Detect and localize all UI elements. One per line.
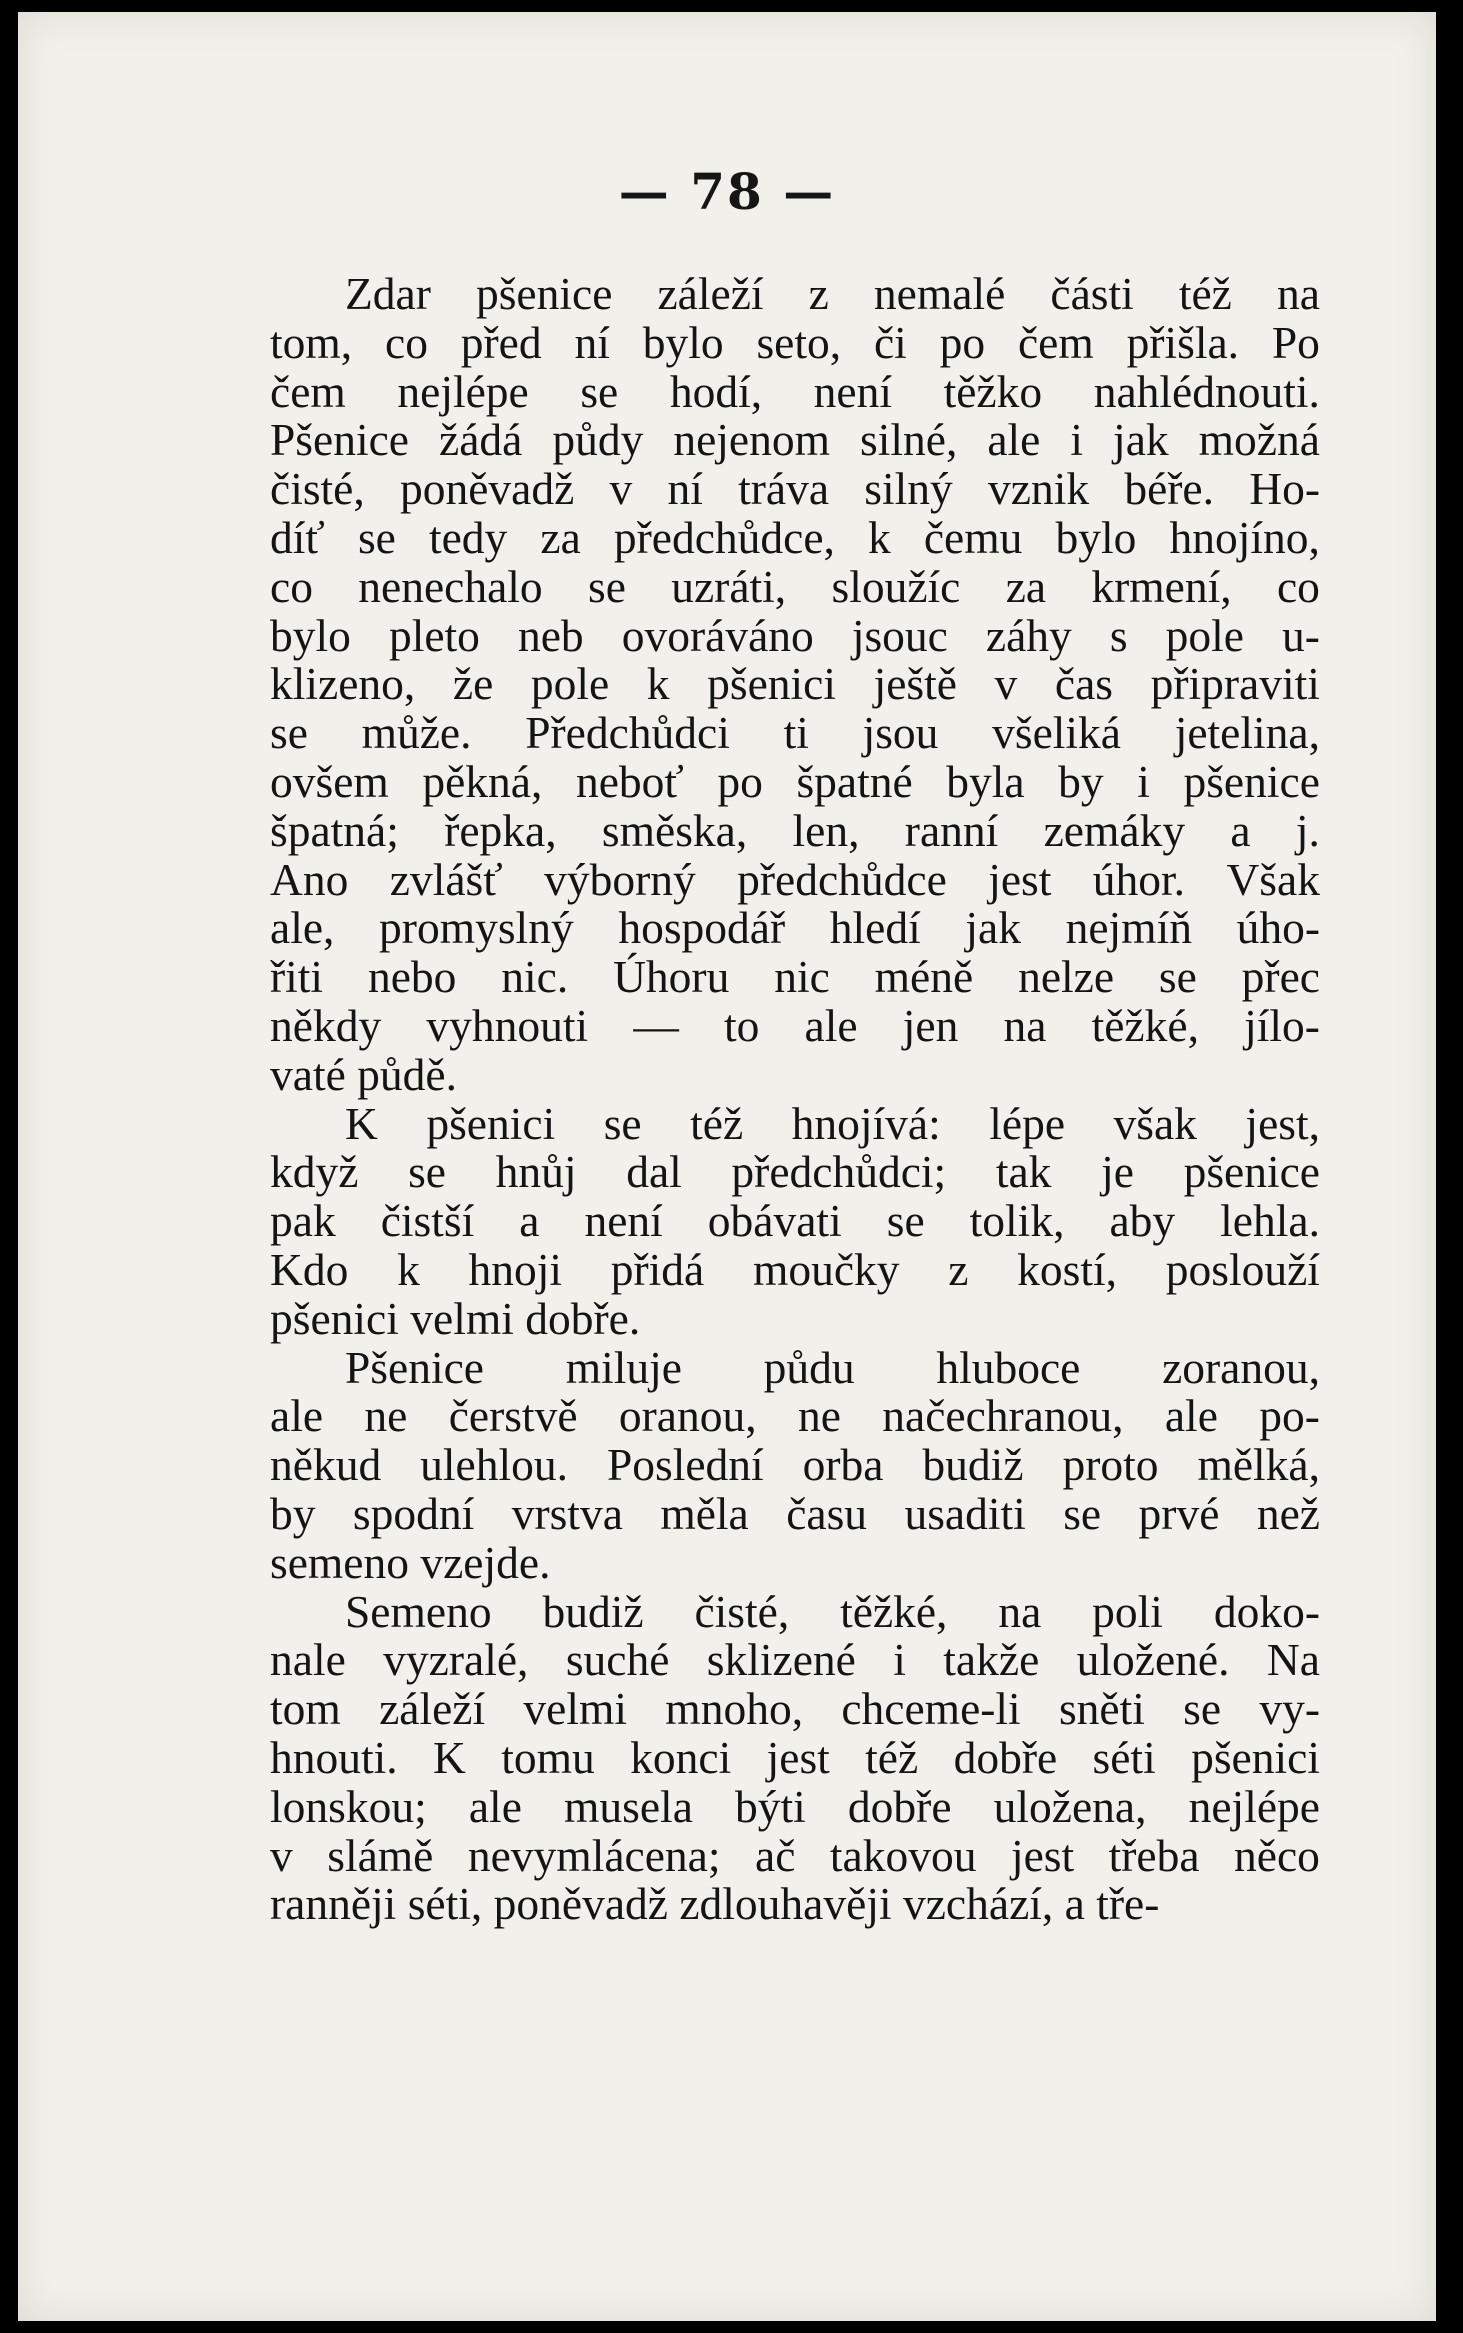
text-line: lonskou; ale musela býti dobře uložena, nejlépe bbox=[270, 1780, 1320, 1832]
text-line: pšenici velmi dobře. bbox=[270, 1292, 641, 1344]
text-line: v slámě nevymlácena; ač takovou jest třeba něco bbox=[270, 1829, 1320, 1881]
text-line: tom záleží velmi mnoho, chceme-li sněti se vy- bbox=[270, 1683, 1320, 1735]
text-line: K pšenici se též hnojívá: lépe však jest, bbox=[345, 1097, 1320, 1149]
text-line: Kdo k hnoji přidá moučky z kostí, poslouží bbox=[270, 1243, 1320, 1295]
text-line: co nenechalo se uzráti, sloužíc za krmení, co bbox=[270, 560, 1320, 612]
text-line: by spodní vrstva měla času usaditi se prvé než bbox=[270, 1487, 1320, 1539]
text-line: špatná; řepka, směska, len, ranní zemáky a j. bbox=[270, 804, 1320, 856]
text-line: pak čistší a není obávati se tolik, aby lehla. bbox=[270, 1195, 1320, 1247]
text-line: ale ne čerstvě oranou, ne načechranou, ale po- bbox=[270, 1390, 1320, 1442]
text-line: Pšenice miluje půdu hluboce zoranou, bbox=[345, 1341, 1320, 1393]
text-line: Pšenice žádá půdy nejenom silné, ale i jak možná bbox=[270, 414, 1320, 466]
text-line: ranněji séti, poněvadž zdlouhavěji vzchází, a tře- bbox=[270, 1878, 1160, 1930]
book-page bbox=[18, 12, 1436, 2321]
text-line: se může. Předchůdci ti jsou všeliká jetelina, bbox=[270, 707, 1320, 759]
page-number: — 78 — bbox=[618, 162, 836, 221]
text-line: klizeno, že pole k pšenici ještě v čas připraviti bbox=[270, 658, 1320, 710]
text-line: čem nejlépe se hodí, není těžko nahlédnouti. bbox=[270, 365, 1320, 417]
text-line: někud ulehlou. Poslední orba budiž proto mělká, bbox=[270, 1439, 1320, 1491]
text-line: bylo pleto neb ovoráváno jsouc záhy s pole u- bbox=[270, 609, 1320, 661]
text-line: Zdar pšenice záleží z nemalé části též na bbox=[345, 268, 1320, 319]
body-text bbox=[270, 270, 1320, 1929]
text-line: někdy vyhnouti — to ale jen na těžké, jílo- bbox=[270, 999, 1320, 1051]
text-line: díť se tedy za předchůdce, k čemu bylo hnojíno, bbox=[270, 511, 1320, 563]
text-line: nale vyzralé, suché sklizené i takže uložené. Na bbox=[270, 1634, 1320, 1686]
text-line: ale, promyslný hospodář hledí jak nejmíň úho- bbox=[270, 902, 1320, 954]
text-line: hnouti. K tomu konci jest též dobře séti pšenici bbox=[270, 1731, 1320, 1783]
text-line: když se hnůj dal předchůdci; tak je pšenice bbox=[270, 1146, 1320, 1198]
text-line: čisté, poněvadž v ní tráva silný vznik béře. Ho- bbox=[270, 463, 1320, 515]
text-line: vaté půdě. bbox=[270, 1048, 457, 1100]
text-line: Ano zvlášť výborný předchůdce jest úhor. Však bbox=[270, 853, 1320, 905]
text-line: semeno vzejde. bbox=[270, 1536, 551, 1588]
text-line: Semeno budiž čisté, těžké, na poli doko- bbox=[345, 1585, 1320, 1637]
text-line: řiti nebo nic. Úhoru nic méně nelze se přec bbox=[270, 951, 1320, 1003]
text-line: ovšem pěkná, neboť po špatné byla by i pšenice bbox=[270, 755, 1320, 807]
text-line: tom, co před ní bylo seto, či po čem přišla. Po bbox=[270, 316, 1320, 368]
